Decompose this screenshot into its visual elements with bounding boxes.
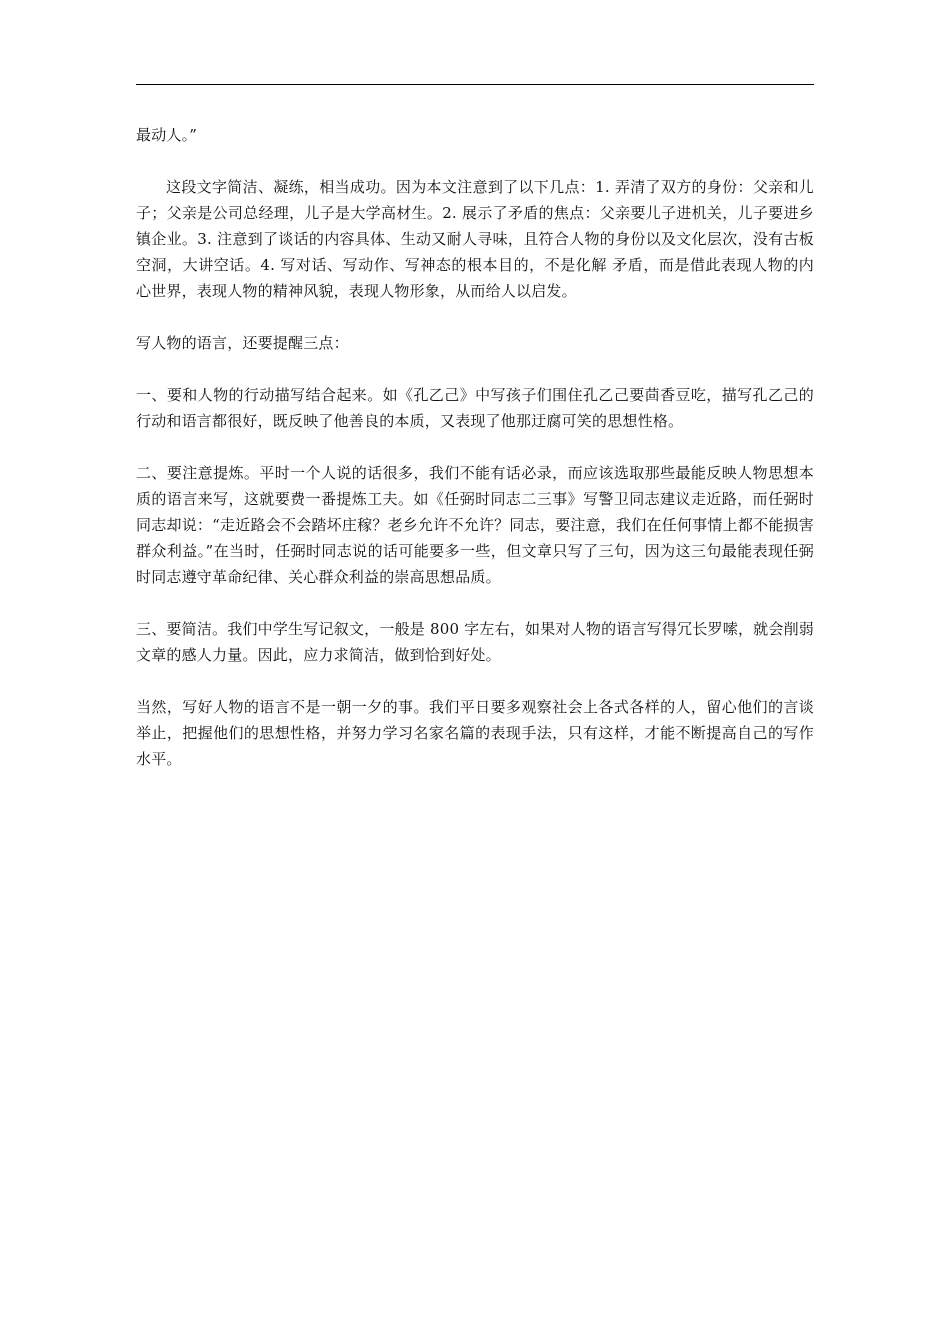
header-rule xyxy=(136,84,814,85)
paragraph-point-three: 三、要简洁。我们中学生写记叙文，一般是 800 字左右，如果对人物的语言写得冗长罗嗦，就会削弱文章的感人力量。因此，应力求简洁，做到恰到好处。 xyxy=(136,620,814,664)
paragraph-conclusion: 当然，写好人物的语言不是一朝一夕的事。我们平日要多观察社会上各式各样的人，留心他们的言谈举止，把握他们的思想性格，并努力学习名家名篇的表现手法，只有这样，才能不断提高自己的写作水平。 xyxy=(136,698,814,768)
paragraph-continuation: 最动人。” xyxy=(136,126,198,144)
document-body xyxy=(136,122,814,798)
paragraph-intro-points: 写人物的语言，还要提醒三点： xyxy=(136,334,349,352)
paragraph-analysis: 这段文字简洁、凝练，相当成功。因为本文注意到了以下几点：1. 弄清了双方的身份：父亲和儿子；父亲是公司总经理，儿子是大学高材生。2. 展示了矛盾的焦点：父亲要儿子进机关，儿子要进乡镇企业。3. 注意到了谈话的内容具体、生动又耐人寻味，且符合人物的身份以及文化层次，没有古板空洞，大讲空话。4. 写对话、写动作、写神态的根本目的，不是化解 矛盾，而是借此表现人物的内心世界，表现人物的精神风貌，表现人物形象，从而给人以启发。 xyxy=(136,178,814,300)
paragraph-point-two: 二、要注意提炼。平时一个人说的话很多，我们不能有话必录，而应该选取那些最能反映人物思想本质的语言来写，这就要费一番提炼工夫。如《任弼时同志二三事》写警卫同志建议走近路，而任弼时同志却说：“走近路会不会踏坏庄稼？老乡允许不允许？同志，要注意，我们在任何事情上都不能损害群众利益。”在当时，任弼时同志说的话可能要多一些，但文章只写了三句，因为这三句最能表现任弼时同志遵守革命纪律、关心群众利益的崇高思想品质。 xyxy=(136,464,814,586)
paragraph-point-one: 一、要和人物的行动描写结合起来。如《孔乙己》中写孩子们围住孔乙己要茴香豆吃，描写孔乙己的行动和语言都很好，既反映了他善良的本质，又表现了他那迂腐可笑的思想性格。 xyxy=(136,386,814,430)
